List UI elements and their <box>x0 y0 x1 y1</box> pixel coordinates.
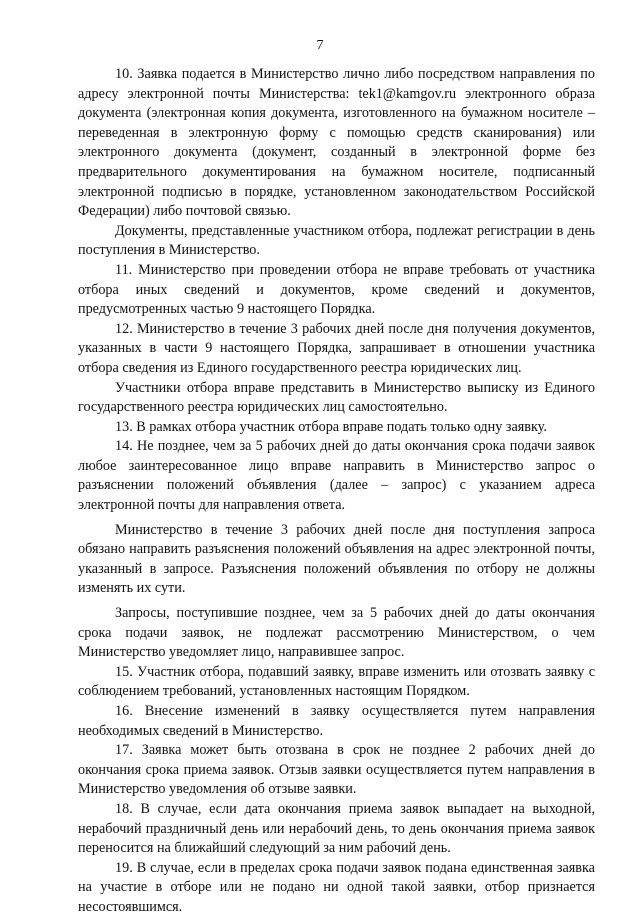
paragraph-10-submission: 10. Заявка подается в Министерство лично либо посредством направления по адресу электронной почты Министерства: tek1@kamgov.ru электронного образа документа (электронная копия документа, изготовленного на бумажном носителе – переведенная в электронную форму с помощью средств сканирования) или электронного документа (документ, созданный в электронной форме без предварительного документирования на бумажном носителе, подписанный электронной подписью в порядке, установленном законодательством Российской Федерации) либо почтовой связью. <box>78 66 595 220</box>
paragraph-16: 16. Внесение изменений в заявку осуществляется путем направления необходимых сведений в Министерство. <box>78 703 595 739</box>
page-number: 7 <box>316 38 324 53</box>
paragraph-17: 17. Заявка может быть отозвана в срок не позднее 2 рабочих дней до окончания срока приема заявок. Отзыв заявки осуществляется путем направления в Министерство уведомления об отзыве заявки. <box>78 742 595 798</box>
document-body <box>78 65 595 918</box>
paragraph-19: 19. В случае, если в пределах срока подачи заявок подана единственная заявка на участие в отборе или не подано ни одной такой заявки, отбор признается несостоявшимся. <box>78 859 595 915</box>
paragraph-15: 15. Участник отбора, подавший заявку, вправе изменить или отозвать заявку с соблюдением требований, установленных настоящим Порядком. <box>78 663 595 700</box>
paragraph-13: 13. В рамках отбора участник отбора вправе подать только одну заявку. <box>115 418 547 435</box>
paragraph-registration: Документы, представленные участником отбора, подлежат регистрации в день поступления в Министерство. <box>78 222 595 259</box>
paragraph-extract: Участники отбора вправе представить в Министерство выписку из Единого государственного реестра юридических лиц самостоятельно. <box>78 379 595 416</box>
paragraph-11: 11. Министерство при проведении отбора не вправе требовать от участника отбора иных сведений и документов, кроме сведений и документов, предусмотренных частью 9 настоящего Порядка. <box>78 261 595 318</box>
paragraph-12: 12. Министерство в течение 3 рабочих дней после дня получения документов, указанных в части 9 настоящего Порядка, запрашивает в отношении участника отбора сведения из Единого государственного реестра юридических лиц. <box>78 320 595 376</box>
paragraph-14: 14. Не позднее, чем за 5 рабочих дней до даты окончания срока подачи заявок любое заинтересованное лицо вправе направить в Министерство запрос о разъяснении положений объявления (далее – запрос) с указанием адреса электронной почты для направления ответа. <box>78 438 595 514</box>
paragraph-18: 18. В случае, если дата окончания приема заявок выпадает на выходной, нерабочий праздничный день или нерабочий день, то день окончания приема заявок переносится на ближайший следующий за ним рабочий день. <box>78 800 595 857</box>
paragraph-clarification: Министерство в течение 3 рабочих дней после дня поступления запроса обязано направить разъяснения положений объявления на адрес электронной почты, указанный в запросе. Разъяснения положений объявления по отбору не должны изменять их сути. <box>78 521 595 597</box>
paragraph-late-requests: Запросы, поступившие позднее, чем за 5 рабочих дней до даты окончания срока подачи заявок, не подлежат рассмотрению Министерством, о чем Министерство уведомляет лицо, направившее запрос. <box>78 605 595 661</box>
